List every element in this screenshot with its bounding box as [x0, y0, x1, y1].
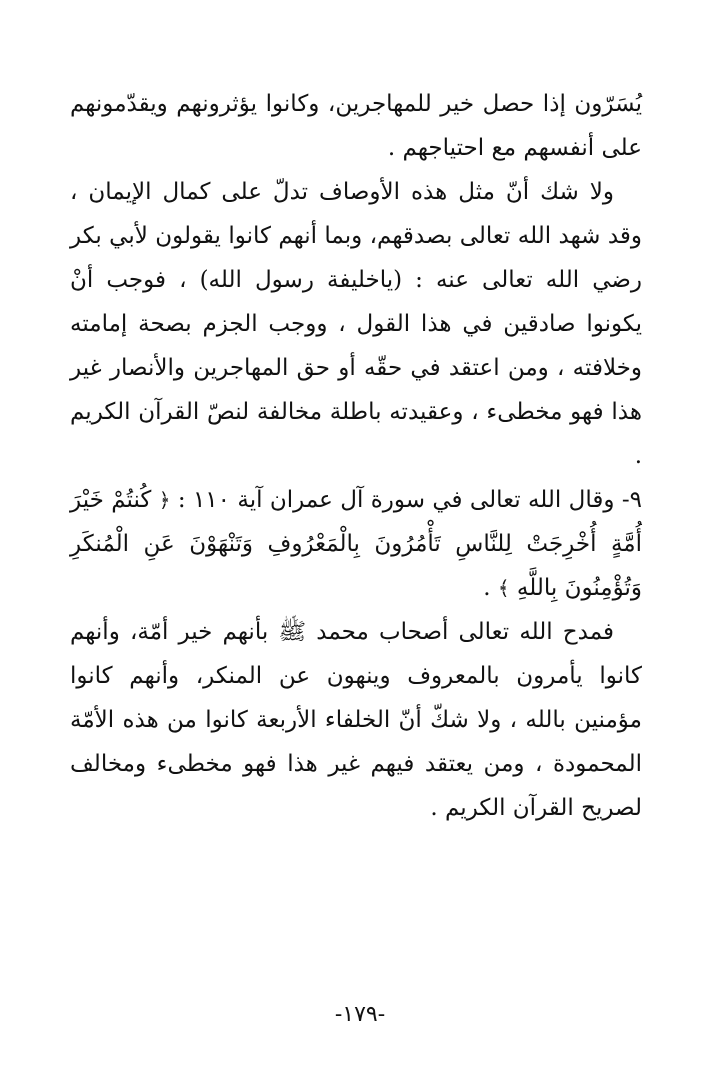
paragraph-continuation: يُسَرّون إذا حصل خير للمهاجرين، وكانوا يؤثرونهم ويقدّمونهم على أنفسهم مع احتياجهم . [70, 91, 642, 161]
paragraph-closing: فمدح الله تعالى أصحاب محمد ﷺ بأنهم خير أمّة، وأنهم كانوا يأمرون بالمعروف وينهون عن المنكر، وأنهم كانوا مؤمنين بالله ، ولا شكّ أنّ الخلفاء الأربعة كانوا من هذه الأمّة المحمودة ، ومن يعتقد فيهم غير هذا فهو مخطىء ومخالف لصريح القرآن الكريم . [70, 619, 642, 821]
verse-open-bracket: ﴿ [158, 488, 171, 512]
paragraph-virtues: ولا شك أنّ مثل هذه الأوصاف تدلّ على كمال الإيمان ، وقد شهد الله تعالى بصدقهم، وبما أنهم كانوا يقولون لأبي بكر رضي الله تعالى عنه : (ياخليفة رسول الله) ، فوجب أنْ يكونوا صادقين في هذا القول ، ووجب الجزم بصحة إمامته وخلافته ، ومن اعتقد في حقّه أو حق المهاجرين والأنصار غير هذا فهو مخطىء ، وعقيدته باطلة مخالفة لنصّ القرآن الكريم . [70, 179, 642, 469]
verse-intro: ٩- وقال الله تعالى في سورة آل عمران آية ١١٠ : [177, 487, 643, 513]
verse-end: . [483, 575, 491, 601]
paragraph-verse [70, 478, 642, 610]
verse-close-bracket: ﴾ [497, 576, 510, 600]
page-number: -١٧٩- [334, 1002, 386, 1027]
verse-text: كُنتُمْ خَيْرَ أُمَّةٍ أُخْرِجَتْ لِلنَّاسِ تَأْمُرُونَ بِالْمَعْرُوفِ وَتَنْهَوْنَ عَنِ الْمُنكَرِ وَتُؤْمِنُونَ بِاللَّهِ [70, 487, 642, 601]
body-text [70, 82, 642, 830]
